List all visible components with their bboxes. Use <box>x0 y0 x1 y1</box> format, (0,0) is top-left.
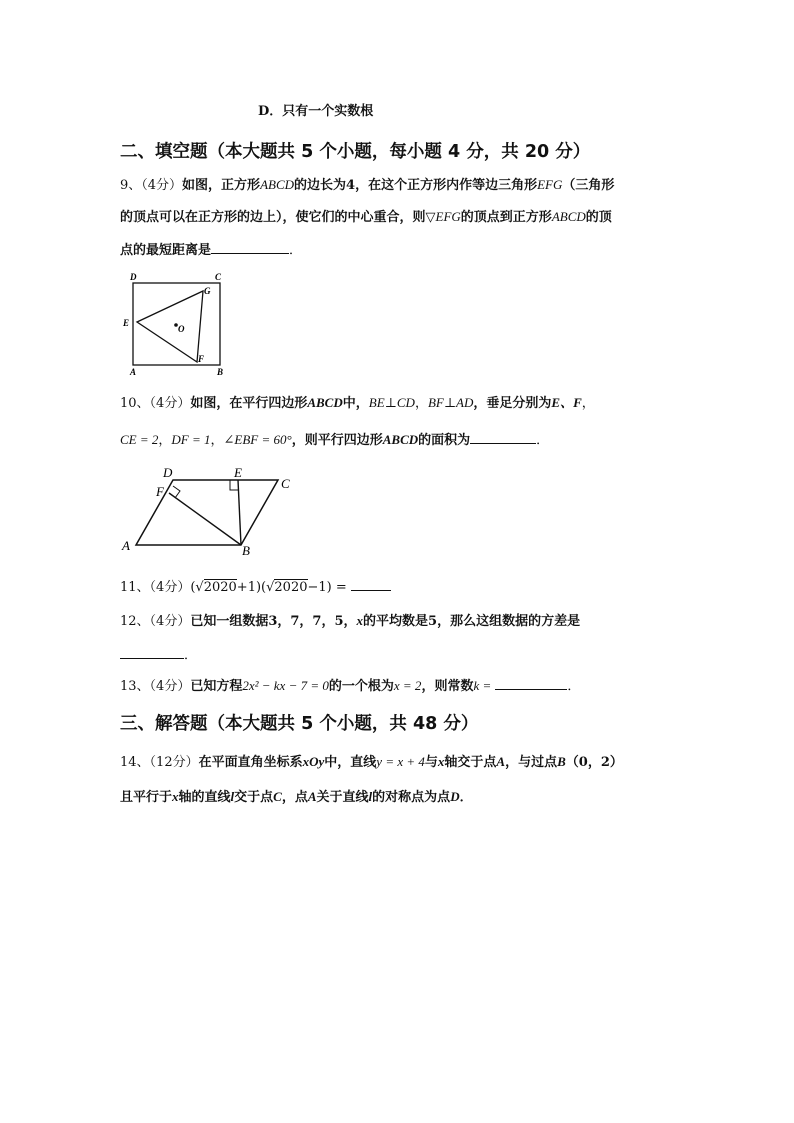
label-o: O <box>178 324 185 334</box>
q9-answer-blank <box>211 240 289 254</box>
label-e: E <box>234 465 242 480</box>
label-d: D <box>163 465 173 480</box>
label-a: A <box>130 367 137 377</box>
q12-line-1: 12、（4分）已知一组数据3，7，7，5，x的平均数是5，那么这组数据的方差是 <box>120 613 581 629</box>
q9-number: 9、（4分） <box>120 178 183 193</box>
q12-number: 12、（4分） <box>120 614 191 629</box>
label-d: D <box>130 272 137 282</box>
segment-bf <box>169 493 241 545</box>
sqrt-sign: √ <box>195 580 204 595</box>
section-2-heading: 二、填空题（本大题共 5 个小题，每小题 4 分，共 20 分） <box>120 142 591 162</box>
q9-line-2: 的顶点可以在正方形的边上），使它们的中心重合，则▽EFG的顶点到正方形ABCD的顶 <box>120 209 612 225</box>
label-b: B <box>242 543 250 558</box>
triangle-efg <box>137 291 203 362</box>
right-angle-e <box>230 480 238 490</box>
q12-line-2: ． <box>120 645 197 665</box>
label-e: E <box>123 318 130 328</box>
q14-number: 14、（12分） <box>120 755 199 770</box>
q10-number: 10、（4分） <box>120 396 191 411</box>
label-f: F <box>156 484 164 499</box>
q9-square-figure <box>118 270 233 378</box>
q10-line-1: 10、（4分）如图，在平行四边形ABCD中，BE⊥CD，BF⊥AD，垂足分别为E、F， <box>120 395 595 411</box>
q14-line-2: 且平行于x轴的直线l交于点C，点A关于直线l的对称点为点D． <box>120 789 473 805</box>
label-f: F <box>198 354 205 364</box>
sqrt-sign: √ <box>266 580 275 595</box>
q14-line-1: 14、（12分）在平面直角坐标系xOy中，直线y = x + 4与x轴交于点A，与过点B（0，2） <box>120 754 623 770</box>
q13-number: 13、（4分） <box>120 679 191 694</box>
label-g: G <box>204 286 211 296</box>
q13-answer-blank <box>495 676 567 690</box>
option-d: D．只有一个实数根 <box>258 104 374 119</box>
q10-parallelogram-figure <box>118 462 303 558</box>
q11-line: 11、（4分）(√2020+1)(√2020−1) = <box>120 577 391 597</box>
label-a: A <box>122 538 130 553</box>
q10-line-2: CE = 2，DF = 1，∠EBF = 60°，则平行四边形ABCD的面积为 ． <box>120 432 550 448</box>
label-c: C <box>281 476 290 491</box>
segment-be <box>238 480 241 545</box>
q11-answer-blank <box>351 577 391 591</box>
q11-number: 11、（4分） <box>120 580 191 595</box>
label-c: C <box>215 272 222 282</box>
section-3-heading: 三、解答题（本大题共 5 个小题，共 48 分） <box>120 714 479 734</box>
q9-line-3: 点的最短距离是 ． <box>120 240 302 260</box>
q12-answer-blank <box>120 645 184 659</box>
q13-line: 13、（4分）已知方程2x² − kx − 7 = 0的一个根为x = 2，则常数k = ． <box>120 678 581 694</box>
label-b: B <box>217 367 224 377</box>
q10-answer-blank <box>470 430 536 444</box>
q9-line-1: 9、（4分）如图，正方形ABCD的边长为4，在这个正方形内作等边三角形EFG（三角形 <box>120 177 615 193</box>
